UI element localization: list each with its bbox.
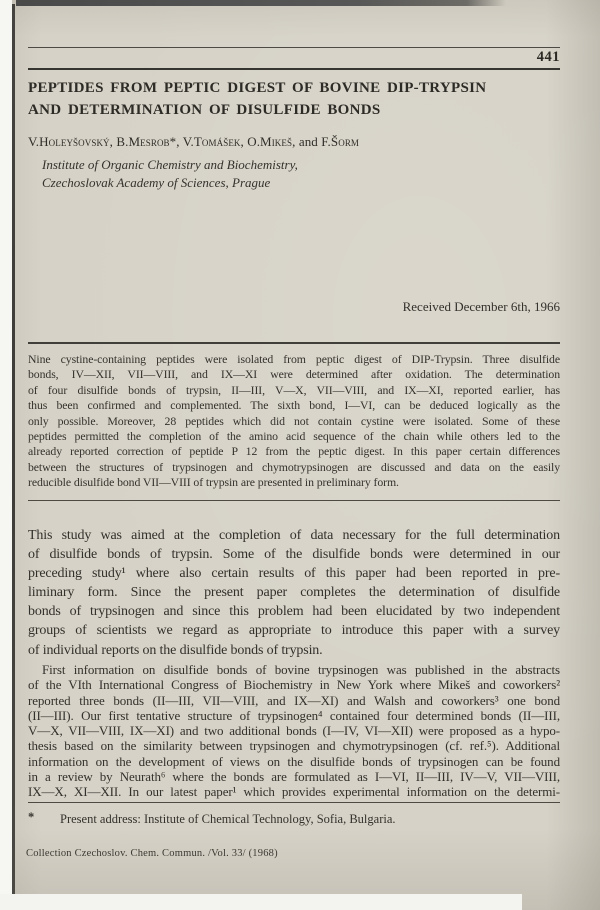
affiliation-line-2: Czechoslovak Academy of Sciences, Prague [42,174,271,190]
footnote-text: Present address: Institute of Chemical Technology, Sofia, Bulgaria. [60,812,396,826]
abstract-rule-bottom [28,500,560,501]
article-title-line-2: AND DETERMINATION OF DISULFIDE BONDS [28,101,381,118]
footnote-rule [28,802,560,803]
header-rule-bottom [28,68,560,70]
article-title-line-1: PEPTIDES FROM PEPTIC DIGEST OF BOVINE DIP-TRYPSIN [28,80,487,96]
received-date: Received December 6th, 1966 [402,299,560,314]
author-last: F.Šorm [321,134,360,149]
scan-top-edge-artifact [16,0,506,6]
author-conjunction: and [298,134,318,149]
page-number: 441 [536,49,560,65]
body-paragraph-2: First information on disulfide bonds of bovine trypsinogen was published in the abstracts of the VIth International Congress of Biochemistry in New York where Mikeš and coworkers² reported three bonds (II—III, VII—VIII, and IX—XI) and Walsh and coworkers³ one bond (II—III). Our first tentative structure of trypsinogen⁴ contained four determined bonds (II—III, V—X, VII—VIII, IX—XI) and two additional bonds (I—IV, VI—XII) were proposed as a hypo- thesis based on the similarity between trypsinogen and chymotrypsinogen (cf. ref.⁵). Additional information on the development of views on the disulfide bonds of trypsinogen can be found in a review by Neurath⁶ where the bonds are formulated as I—VI, II—III, IV—V, VII—VIII, IX—X, XI—XII. In our latest paper¹ which provides experimental information on the determi- [28,662,560,800]
journal-footer: Collection Czechoslov. Chem. Commun. /Vol. 33/ (1968) [26,848,278,859]
scan-left-edge-line [12,4,15,896]
affiliation-line-1: Institute of Organic Chemistry and Biochemistry, [42,157,298,172]
abstract-rule-top [28,342,560,344]
author-list [28,134,560,150]
body-paragraph-1: This study was aimed at the completion of data necessary for the full determination of disulfide bonds of trypsin. Some of the disulfide bonds were determined in our preceding study¹ where also certain results of this paper had been reported in pre- liminary form. Since the present paper completes the determination of disulfide bonds of trypsinogen and since this problem had been elucidated by two independent groups of scientists we regard as appropriate to introduce this paper with a survey of individual reports on the disulfide bonds of trypsin. [28,528,560,658]
abstract-text: Nine cystine-containing peptides were isolated from peptic digest of DIP-Trypsin. Three disulfide bonds, IV—XII, VII—VIII, and IX—XI were determined after oxidation. The determination of four disulfide bonds of trypsin, II—III, V—X, VII—VIII, and IX—XI, reported earlier, has thus been confirmed and complemented. The sixth bond, I—VI, can be deduced logically as the only possible. Moreover, 28 peptides which did not contain cystine were isolated. Some of these peptides permitted the completion of the amino acid sequence of the chain while others led to the already reported correction of peptide P 12 from the peptic digest. In this paper certain differences between the structures of trypsinogen and chymotrypsinogen are discussed and data on the easily reducible disulfide bond VII—VIII of trypsin are presented in preliminary form. [28,352,560,490]
scan-left-margin-artifact [0,0,12,910]
author-names: V.Holeyšovský, B.Mesrob*, V.Tomášek, O.Mikeš, [28,134,296,149]
affiliation [42,156,442,191]
header-rule-top [28,47,560,48]
footnote-asterisk: * [28,810,35,824]
article-title [28,78,560,121]
scan-bottom-edge-artifact [0,894,522,910]
